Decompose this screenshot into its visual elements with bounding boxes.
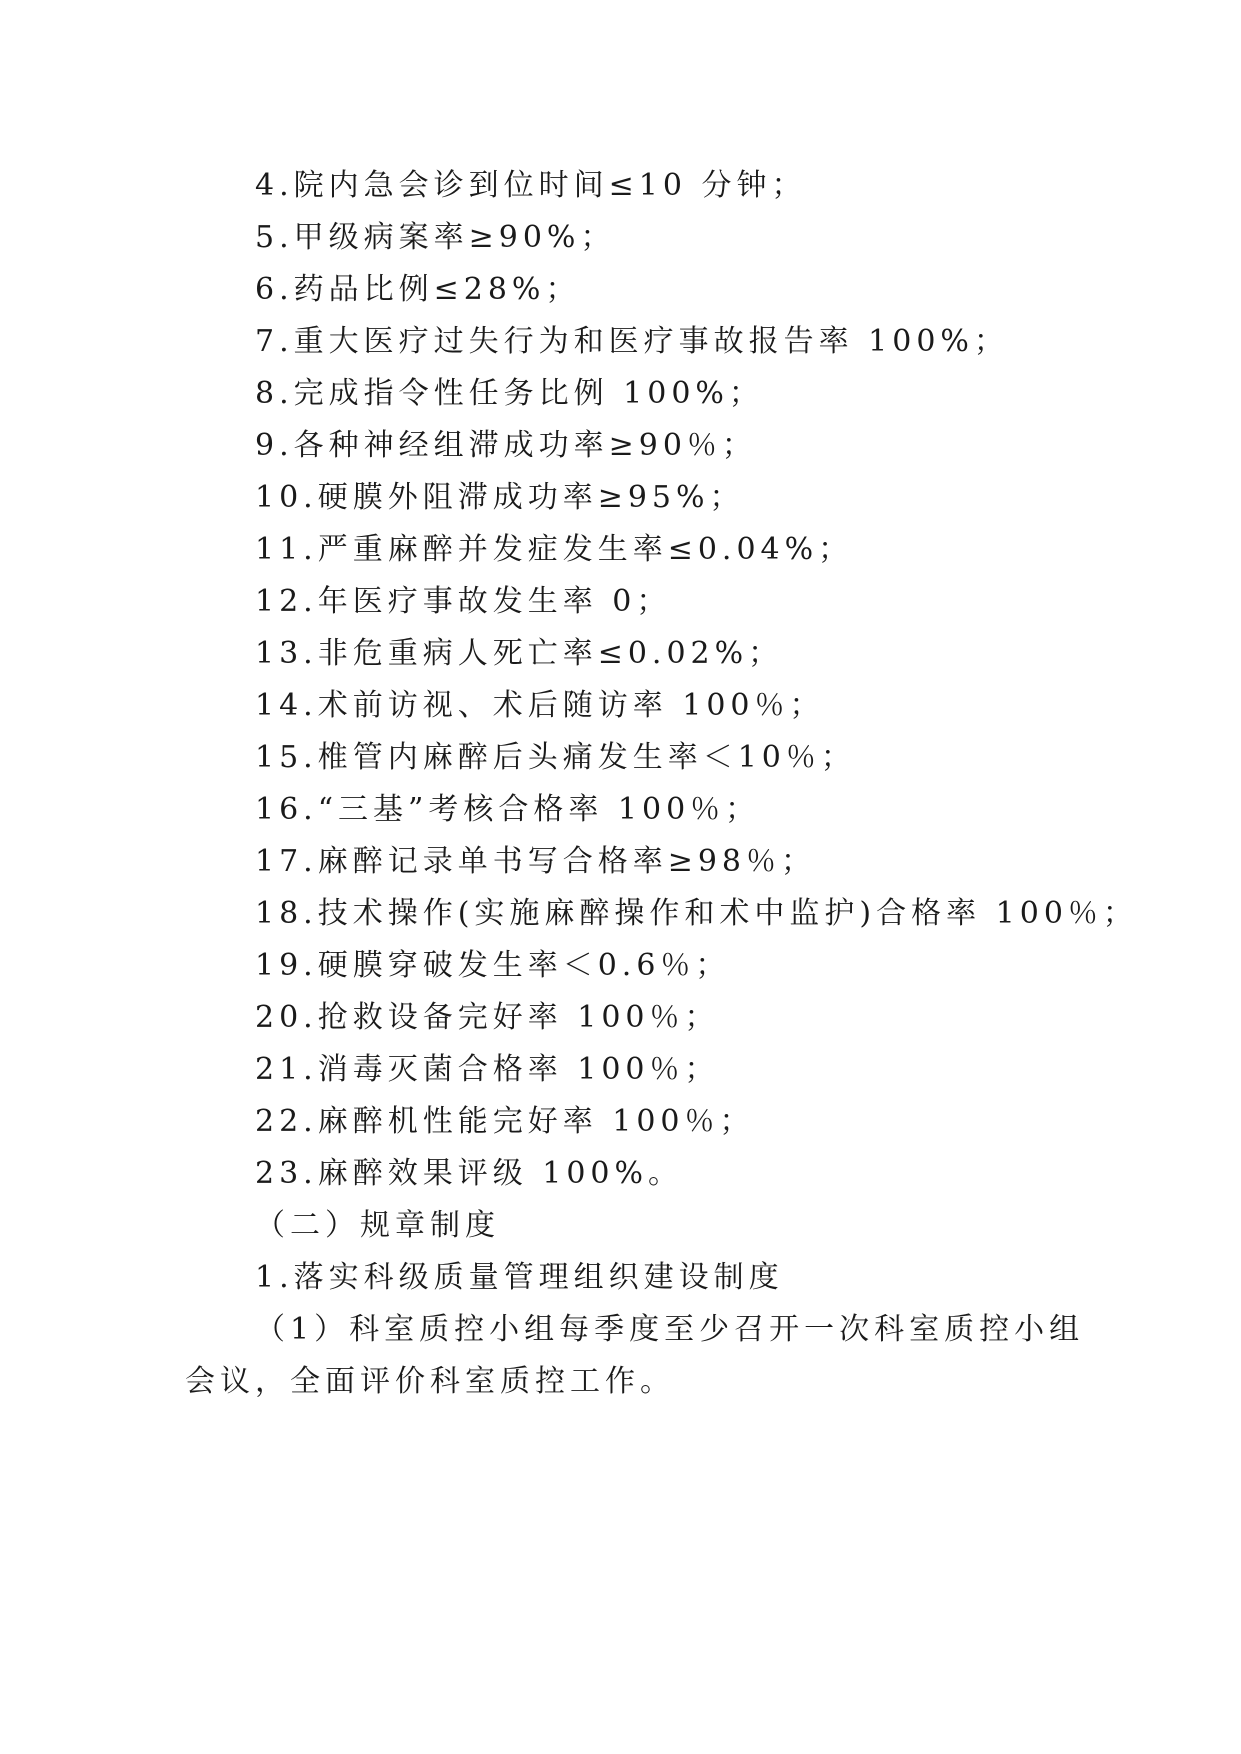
text-line: 4.院内急会诊到位时间≤10 分钟； [255,168,807,203]
text-line: 21.消毒灭菌合格率 100％； [255,1052,720,1087]
paragraph-line: 会议，全面评价科室质控工作。 [185,1364,675,1399]
text-line: 12.年医疗事故发生率 0； [255,584,672,619]
text-line: 13.非危重病人死亡率≤0.02%； [255,636,784,671]
text-line: 5.甲级病案率≥90%； [255,220,616,255]
text-line: 14.术前访视、术后随访率 100％； [255,688,825,723]
text-line: 7.重大医疗过失行为和医疗事故报告率 100%； [255,324,1009,359]
text-line: 19.硬膜穿破发生率＜0.6％； [255,948,731,983]
text-line: 15.椎管内麻醉后头痛发生率＜10％； [255,740,856,775]
text-line: 20.抢救设备完好率 100％； [255,1000,720,1035]
text-line: 23.麻醉效果评级 100%。 [255,1156,684,1191]
text-line: 10.硬膜外阻滞成功率≥95%； [255,480,745,515]
text-line: 6.药品比例≤28%； [255,272,581,307]
text-line: 17.麻醉记录单书写合格率≥98％； [255,844,817,879]
section-heading: （二）规章制度 [255,1208,500,1243]
text-line: 18.技术操作(实施麻醉操作和术中监护)合格率 100％； [255,896,1138,931]
text-line: 11.严重麻醉并发症发生率≤0.04%； [255,532,854,567]
text-line: 9.各种神经组滞成功率≥90％； [255,428,757,463]
text-line: 16.“三基”考核合格率 100％； [255,792,761,827]
text-line: 22.麻醉机性能完好率 100％； [255,1104,755,1139]
paragraph-line: （1）科室质控小组每季度至少召开一次科室质控小组 [255,1312,1085,1347]
subsection-heading: 1.落实科级质量管理组织建设制度 [255,1260,784,1295]
text-line: 8.完成指令性任务比例 100%； [255,376,764,411]
